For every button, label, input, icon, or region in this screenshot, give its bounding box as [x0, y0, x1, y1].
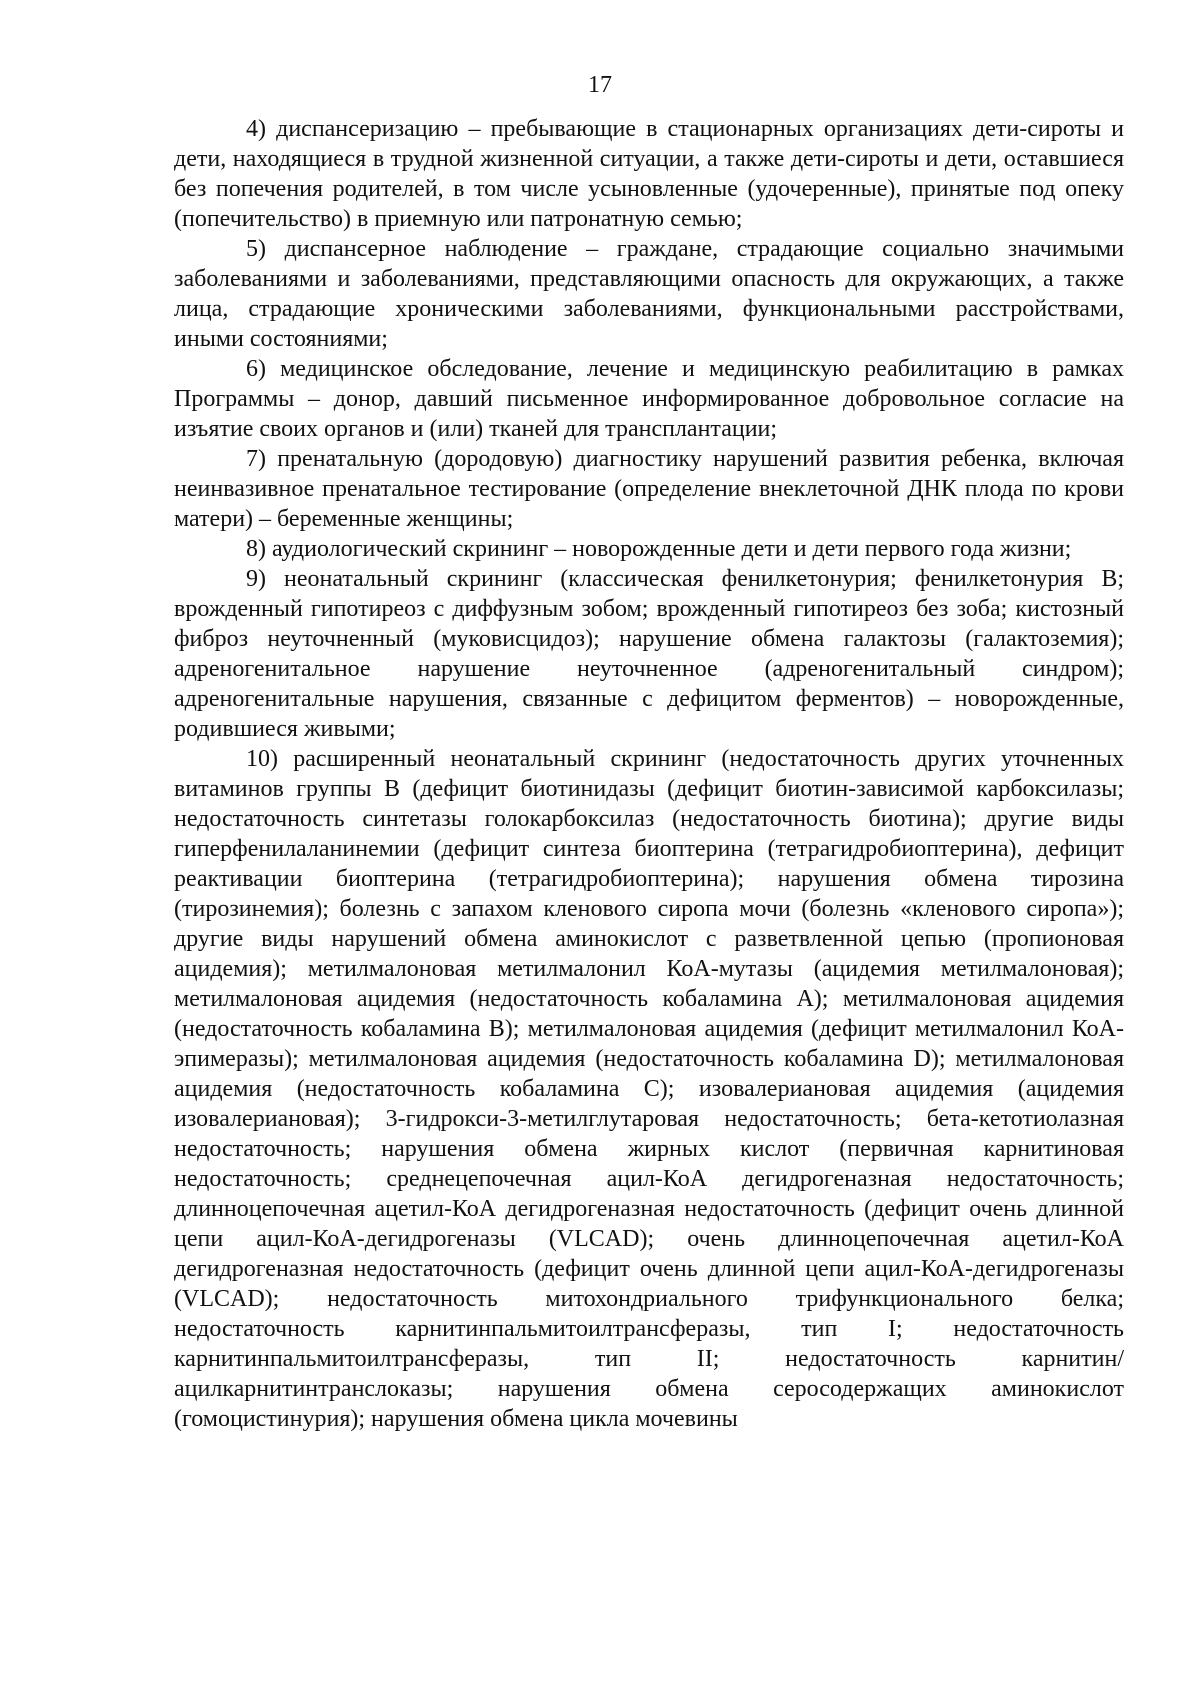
- paragraph-item-9-neonatal-screening: 9) неонатальный скрининг (классическая фенилкетонурия; фенилкетонурия B; врожденный гипотиреоз с диффузным зобом; врожденный гипотиреоз без зоба; кистозный фиброз неуточненный (муковисцидоз); нарушение обмена галактозы (галактоземия); адреногенитальное нарушение неуточненное (адреногенитальный синдром); адреногенитальные нарушения, связанные с дефицитом ферментов) – новорожденные, родившиеся живыми;: [174, 566, 1124, 742]
- page-number: 17: [588, 72, 612, 98]
- paragraph-item-8-audiological-screening: 8) аудиологический скрининг – новорожденные дети и дети первого года жизни;: [246, 536, 1072, 562]
- paragraph-item-4-dispanserization: 4) диспансеризацию – пребывающие в стационарных организациях дети-сироты и дети, находящиеся в трудной жизненной ситуации, а также дети-сироты и дети, оставшиеся без попечения родителей, в том числе усыновленные (удочеренные), принятые под опеку (попечительство) в приемную или патронатную семью;: [174, 116, 1124, 232]
- paragraph-item-6-medical-examination: 6) медицинское обследование, лечение и медицинскую реабилитацию в рамках Программы – донор, давший письменное информированное добровольное согласие на изъятие своих органов и (или) тканей для трансплантации;: [174, 356, 1124, 442]
- paragraph-item-10-extended-neonatal-screening: 10) расширенный неонатальный скрининг (недостаточность других уточненных витаминов группы B (дефицит биотинидазы (дефицит биотин-зависимой карбоксилазы; недостаточность синтетазы голокарбоксилаз (недостаточность биотина); другие виды гиперфенилаланинемии (дефицит синтеза биоптерина (тетрагидробиоптерина), дефицит реактивации биоптерина (тетрагидробиоптерина); нарушения обмена тирозина (тирозинемия); болезнь с запахом кленового сиропа мочи (болезнь «кленового сиропа»); другие виды нарушений обмена аминокислот с разветвленной цепью (пропионовая ацидемия); метилмалоновая метилмалонил КоА-мутазы (ацидемия метилмалоновая); метилмалоновая ацидемия (недостаточность кобаламина A); метилмалоновая ацидемия (недостаточность кобаламина B); метилмалоновая ацидемия (дефицит метилмалонил КоА-эпимеразы); метилмалоновая ацидемия (недостаточность кобаламина D); метилмалоновая ацидемия (недостаточность кобаламина C); изовалериановая ацидемия (ацидемия изовалериановая); 3-гидрокси-3-метилглутаровая недостаточность; бета-кетотиолазная недостаточность; нарушения обмена жирных кислот (первичная карнитиновая недостаточность; среднецепочечная ацил-КоА дегидрогеназная недостаточность; длинноцепочечная ацетил-КоА дегидрогеназная недостаточность (дефицит очень длинной цепи ацил-КоА-дегидрогеназы (VLCAD); очень длинноцепочечная ацетил-КоА дегидрогеназная недостаточность (дефицит очень длинной цепи ацил-КоА-дегидрогеназы (VLCAD); недостаточность митохондриального трифункционального белка; недостаточность карнитинпальмитоилтрансферазы, тип I; недостаточность карнитинпальмитоилтрансферазы, тип II; недостаточность карнитин/ацилкарнитинтранслоказы; нарушения обмена серосодержащих аминокислот (гомоцистинурия); нарушения обмена цикла мочевины: [174, 746, 1124, 1432]
- document-body: [174, 114, 1124, 1434]
- paragraph-item-5-dispensary-observation: 5) диспансерное наблюдение – граждане, страдающие социально значимыми заболеваниями и заболеваниями, представляющими опасность для окружающих, а также лица, страдающие хроническими заболеваниями, функциональными расстройствами, иными состояниями;: [174, 236, 1124, 352]
- paragraph-item-7-prenatal-diagnostics: 7) пренатальную (дородовую) диагностику нарушений развития ребенка, включая неинвазивное пренатальное тестирование (определение внеклеточной ДНК плода по крови матери) – беременные женщины;: [174, 446, 1124, 532]
